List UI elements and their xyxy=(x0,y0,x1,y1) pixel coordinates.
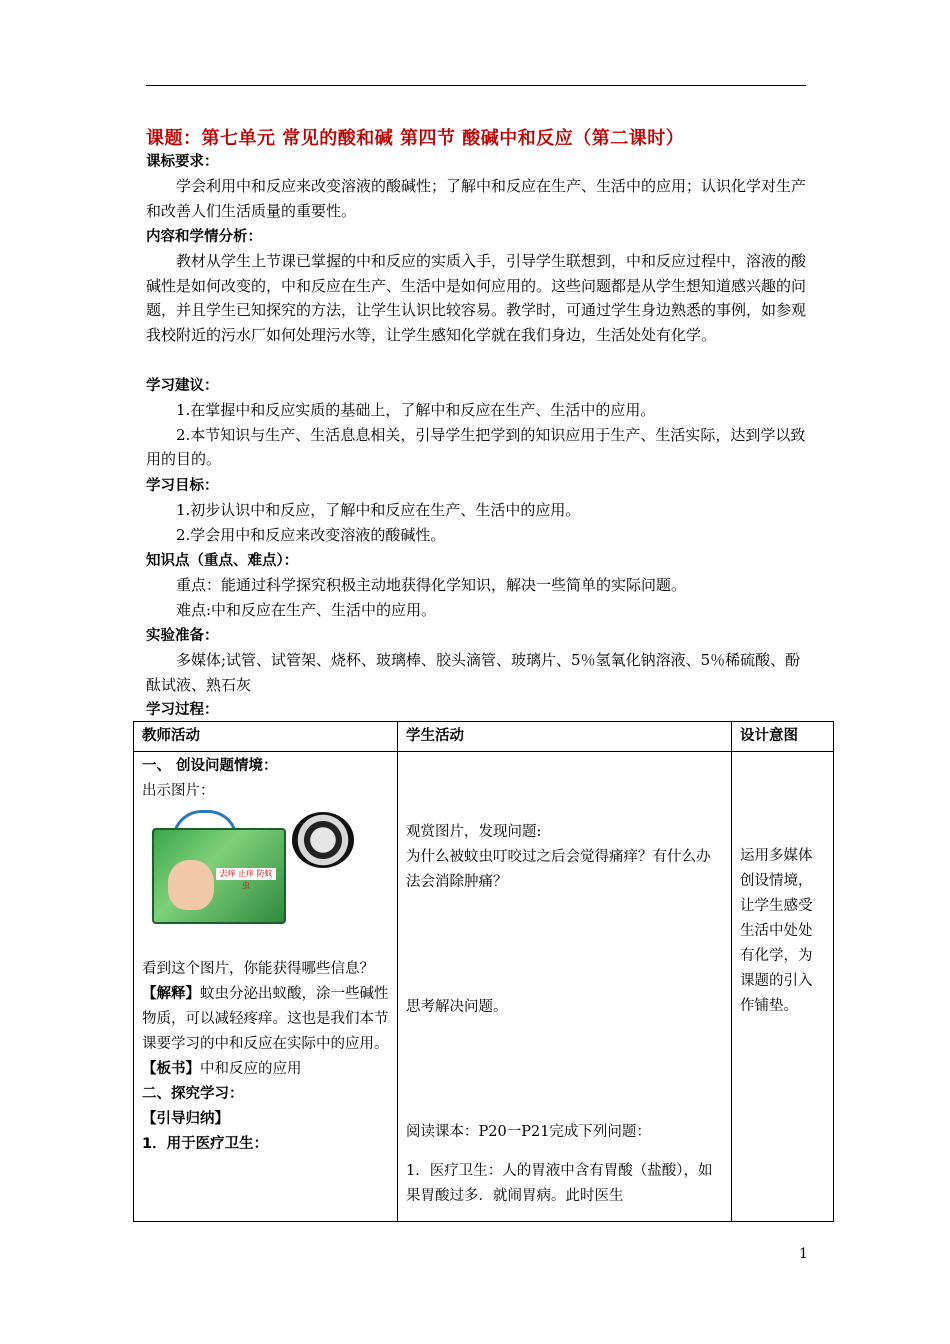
header-rule xyxy=(146,85,806,86)
section-text: 多媒体;试管、试管架、烧杯、玻璃棒、胶头滴管、玻璃片、5％氢氧化钠溶液、5％稀硫酸、酚酞试液、熟石灰 xyxy=(146,651,801,694)
list-item: 2.本节知识与生产、生活息息相关，引导学生把学到的知识应用于生产、生活实际，达到学以致用的目的。 xyxy=(146,425,806,468)
student-text: 思考解决问题。 xyxy=(406,999,508,1015)
section-heading: 学习目标： xyxy=(146,478,219,494)
student-text: 观赏图片，发现问题: xyxy=(406,824,542,840)
section-heading: 知识点（重点、难点）： xyxy=(146,553,299,569)
section-learning-process xyxy=(146,698,806,722)
section-learning-objectives xyxy=(146,474,806,547)
design-text: 运用多媒体创设情境，让学生感受生活中处处有化学，为课题的引入作铺垫。 xyxy=(740,848,813,1014)
section-study-suggestions xyxy=(146,374,806,472)
show-picture-text: 出示图片： xyxy=(142,783,215,799)
board-note xyxy=(142,1057,389,1082)
step-heading: 一、 创设问题情境： xyxy=(142,758,278,774)
col-header-teacher: 教师活动 xyxy=(134,722,398,752)
col-header-design: 设计意图 xyxy=(732,722,834,752)
guide-tag: 【引导归纳】 xyxy=(142,1111,229,1127)
baby-face xyxy=(168,860,214,910)
student-text: 1．医疗卫生：人的胃液中含有胃酸（盐酸），如果胃酸过多．就闹胃病。此时医生 xyxy=(406,1163,713,1204)
section-heading: 内容和学情分析： xyxy=(146,229,262,245)
section-heading: 学习过程： xyxy=(146,702,219,718)
section-text: 学会利用中和反应来改变溶液的酸碱性；了解中和反应在生产、生活中的应用；认识化学对生产和改善人们生活质量的重要性。 xyxy=(146,177,807,220)
section-key-points xyxy=(146,549,806,622)
section-heading: 实验准备： xyxy=(146,628,219,644)
list-item: 2.学会用中和反应来改变溶液的酸碱性。 xyxy=(176,525,446,544)
table-header-row xyxy=(134,722,834,752)
question-text: 看到这个图片，你能获得哪些信息？ xyxy=(142,961,374,977)
medical-item: 1．用于医疗卫生： xyxy=(142,1136,269,1152)
section-experiment-prep xyxy=(146,624,806,697)
col-header-student: 学生活动 xyxy=(398,722,732,752)
section-content-analysis xyxy=(146,225,806,347)
bag-label: 去痒 止痒 防蚊虫 xyxy=(216,868,276,880)
explain-tag: 【解释】 xyxy=(142,986,200,1002)
step-heading: 二、探究学习： xyxy=(142,1086,244,1102)
lesson-title: 课题：第七单元 常见的酸和碱 第四节 酸碱中和反应（第二课时） xyxy=(146,128,685,149)
section-heading: 课标要求： xyxy=(146,154,219,170)
page-number: 1 xyxy=(799,1246,808,1262)
board-tag: 【板书】 xyxy=(142,1061,200,1077)
student-text: 为什么被蚊虫叮咬过之后会觉得痛痒？有什么办法会消除肿痛？ xyxy=(406,849,711,890)
list-item: 1.初步认识中和反应，了解中和反应在生产、生活中的应用。 xyxy=(176,501,581,519)
student-activity-cell xyxy=(398,752,732,1222)
student-text: 阅读课本：P20一P21完成下列问题： xyxy=(406,1124,651,1140)
explain-text: 蚊虫分泌出蚁酸，涂一些碱性物质，可以减轻疼痒。这也是我们本节课要学习的中和反应在实际中的应用。 xyxy=(142,986,389,1052)
section-heading: 学习建议： xyxy=(146,378,219,394)
table-row xyxy=(134,752,834,1222)
patch-disc xyxy=(292,812,354,868)
board-text: 中和反应的应用 xyxy=(200,1061,302,1077)
teacher-activity-cell xyxy=(134,752,398,1222)
lesson-table xyxy=(133,721,834,1222)
design-intent-cell xyxy=(732,752,834,1222)
list-item: 难点:中和反应在生产、生活中的应用。 xyxy=(176,600,437,619)
list-item: 重点：能通过科学探究积极主动地获得化学知识，解决一些简单的实际问题。 xyxy=(176,576,687,594)
product-bag xyxy=(152,828,286,924)
mosquito-patch-image xyxy=(142,808,356,923)
explanation xyxy=(142,982,389,1057)
section-curriculum-requirements xyxy=(146,150,806,223)
list-item: 1.在掌握中和反应实质的基础上，了解中和反应在生产、生活中的应用。 xyxy=(176,401,656,419)
section-text: 教材从学生上节课已掌握的中和反应的实质入手，引导学生联想到，中和反应过程中，溶液的酸碱性是如何改变的，中和反应在生产、生活中是如何应用的。这些问题都是从学生想知道感兴趣的问题，并且学生已知探究的方法，让学生认识比较容易。教学时，可通过学生身边熟悉的事例，如参观我校附近的污水厂如何处理污水等，让学生感知化学就在我们身边，生活处处有化学。 xyxy=(146,252,807,344)
